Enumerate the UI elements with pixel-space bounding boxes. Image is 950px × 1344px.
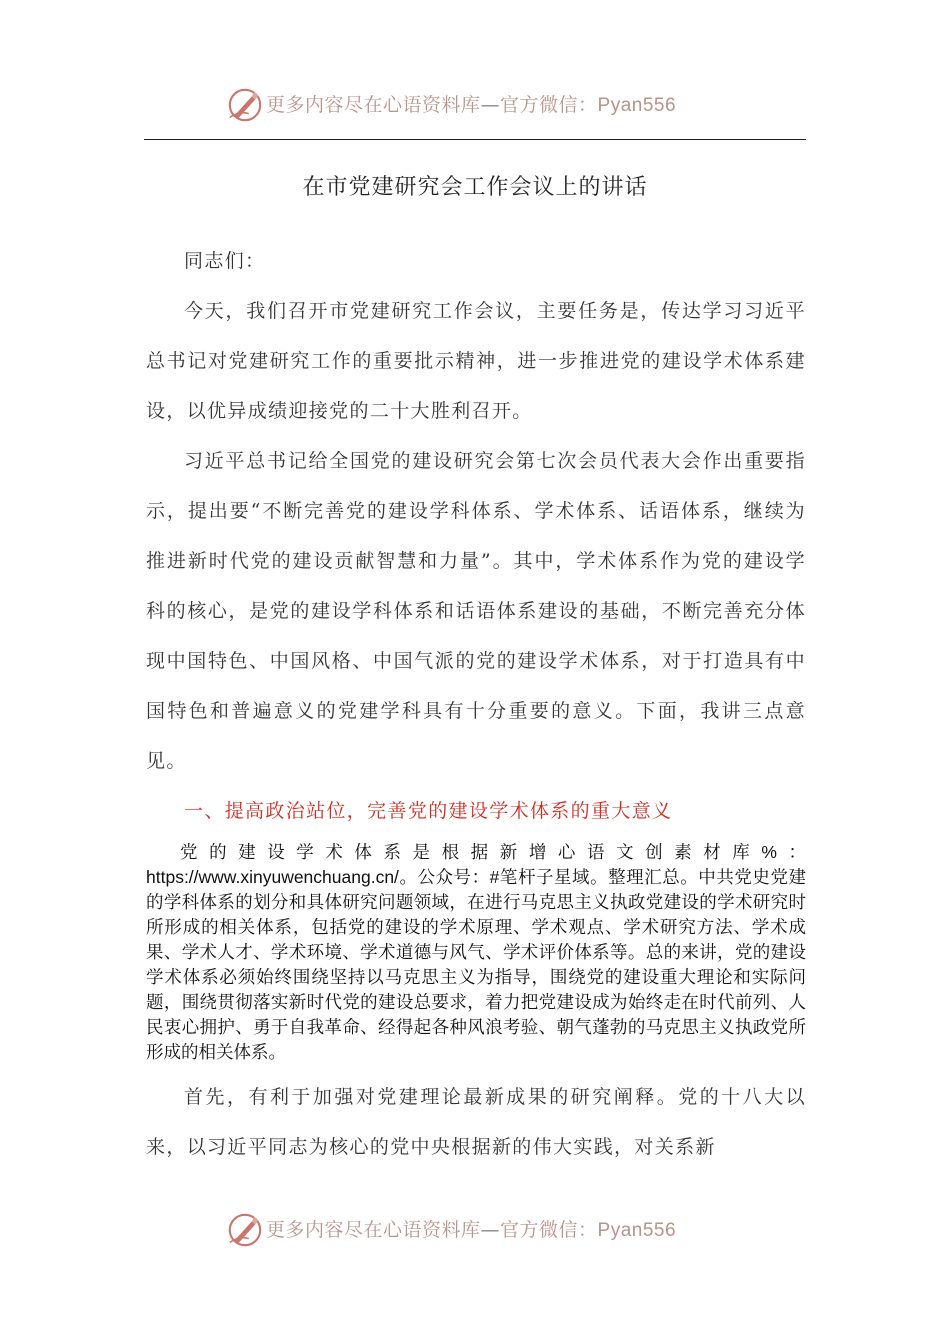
document-title: 在市党建研究会工作会议上的讲话 xyxy=(302,175,648,200)
footer-banner xyxy=(0,1205,950,1253)
banner-text xyxy=(266,90,676,117)
header-banner xyxy=(0,80,950,128)
banner-label: 官方微信： xyxy=(500,94,598,116)
banner-text xyxy=(266,1215,676,1242)
salutation: 同志们： xyxy=(184,250,266,272)
banner-account: Pyan556 xyxy=(597,95,677,116)
document-body xyxy=(146,236,806,1172)
paragraph: 习近平总书记给全国党的建设研究会第七次会员代表大会作出重要指示，提出要“不断完善党的建设学科体系、学术体系、话语体系，继续为推进新时代党的建设贡献智慧和力量”。其中，学术体系作为党的建设学科的核心，是党的建设学科体系和话语体系建设的基础，不断完善充分体现中国特色、中国风格、中国气派的党的建设学术体系，对于打造具有中国特色和普遍意义的党建学科具有十分重要的意义。下面，我讲三点意见。 xyxy=(146,450,806,772)
banner-site-name: 更多内容尽在心语资料库 xyxy=(266,1219,481,1241)
banner-label: 官方微信： xyxy=(500,1219,598,1241)
section-heading: 一、提高政治站位，完善党的建设学术体系的重大意义 xyxy=(184,800,673,822)
banner-account: Pyan556 xyxy=(597,1220,677,1241)
paragraph: 今天，我们召开市党建研究工作会议，主要任务是，传达学习习近平总书记对党建研究工作的重要批示精神，进一步推进党的建设学术体系建设，以优异成绩迎接党的二十大胜利召开。 xyxy=(146,300,806,422)
dense-paragraph: 党的建设学术体系是根据新增心语文创素材库%：https://www.xinyuwenchuang.cn/。公众号：#笔杆子星域。整理汇总。中共党史党建的学科体系的划分和具体研究问题领域，在进行马克思主义执政党建设的学术研究时所形成的相关体系，包括党的建设的学术原理、学术观点、学术研究方法、学术成果、学术人才、学术环境、学术道德与风气、学术评价体系等。总的来讲，党的建设学术体系必须始终围绕坚持以马克思主义为指导，围绕党的建设重大理论和实际问题，围绕贯彻落实新时代党的建设总要求，着力把党建设成为始终走在时代前列、人民衷心拥护、勇于自我革命、经得起各种风浪考验、朝气蓬勃的马克思主义执政党所形成的相关体系。 xyxy=(146,842,806,1062)
pen-logo-icon xyxy=(226,86,264,124)
pen-logo-icon xyxy=(226,1211,264,1249)
header-divider xyxy=(144,139,806,140)
banner-site-name: 更多内容尽在心语资料库 xyxy=(266,94,481,116)
paragraph: 首先，有利于加强对党建理论最新成果的研究阐释。党的十八大以来，以习近平同志为核心的党中央根据新的伟大实践，对关系新 xyxy=(146,1086,806,1158)
banner-separator: — xyxy=(480,94,501,116)
banner-separator: — xyxy=(480,1219,501,1241)
